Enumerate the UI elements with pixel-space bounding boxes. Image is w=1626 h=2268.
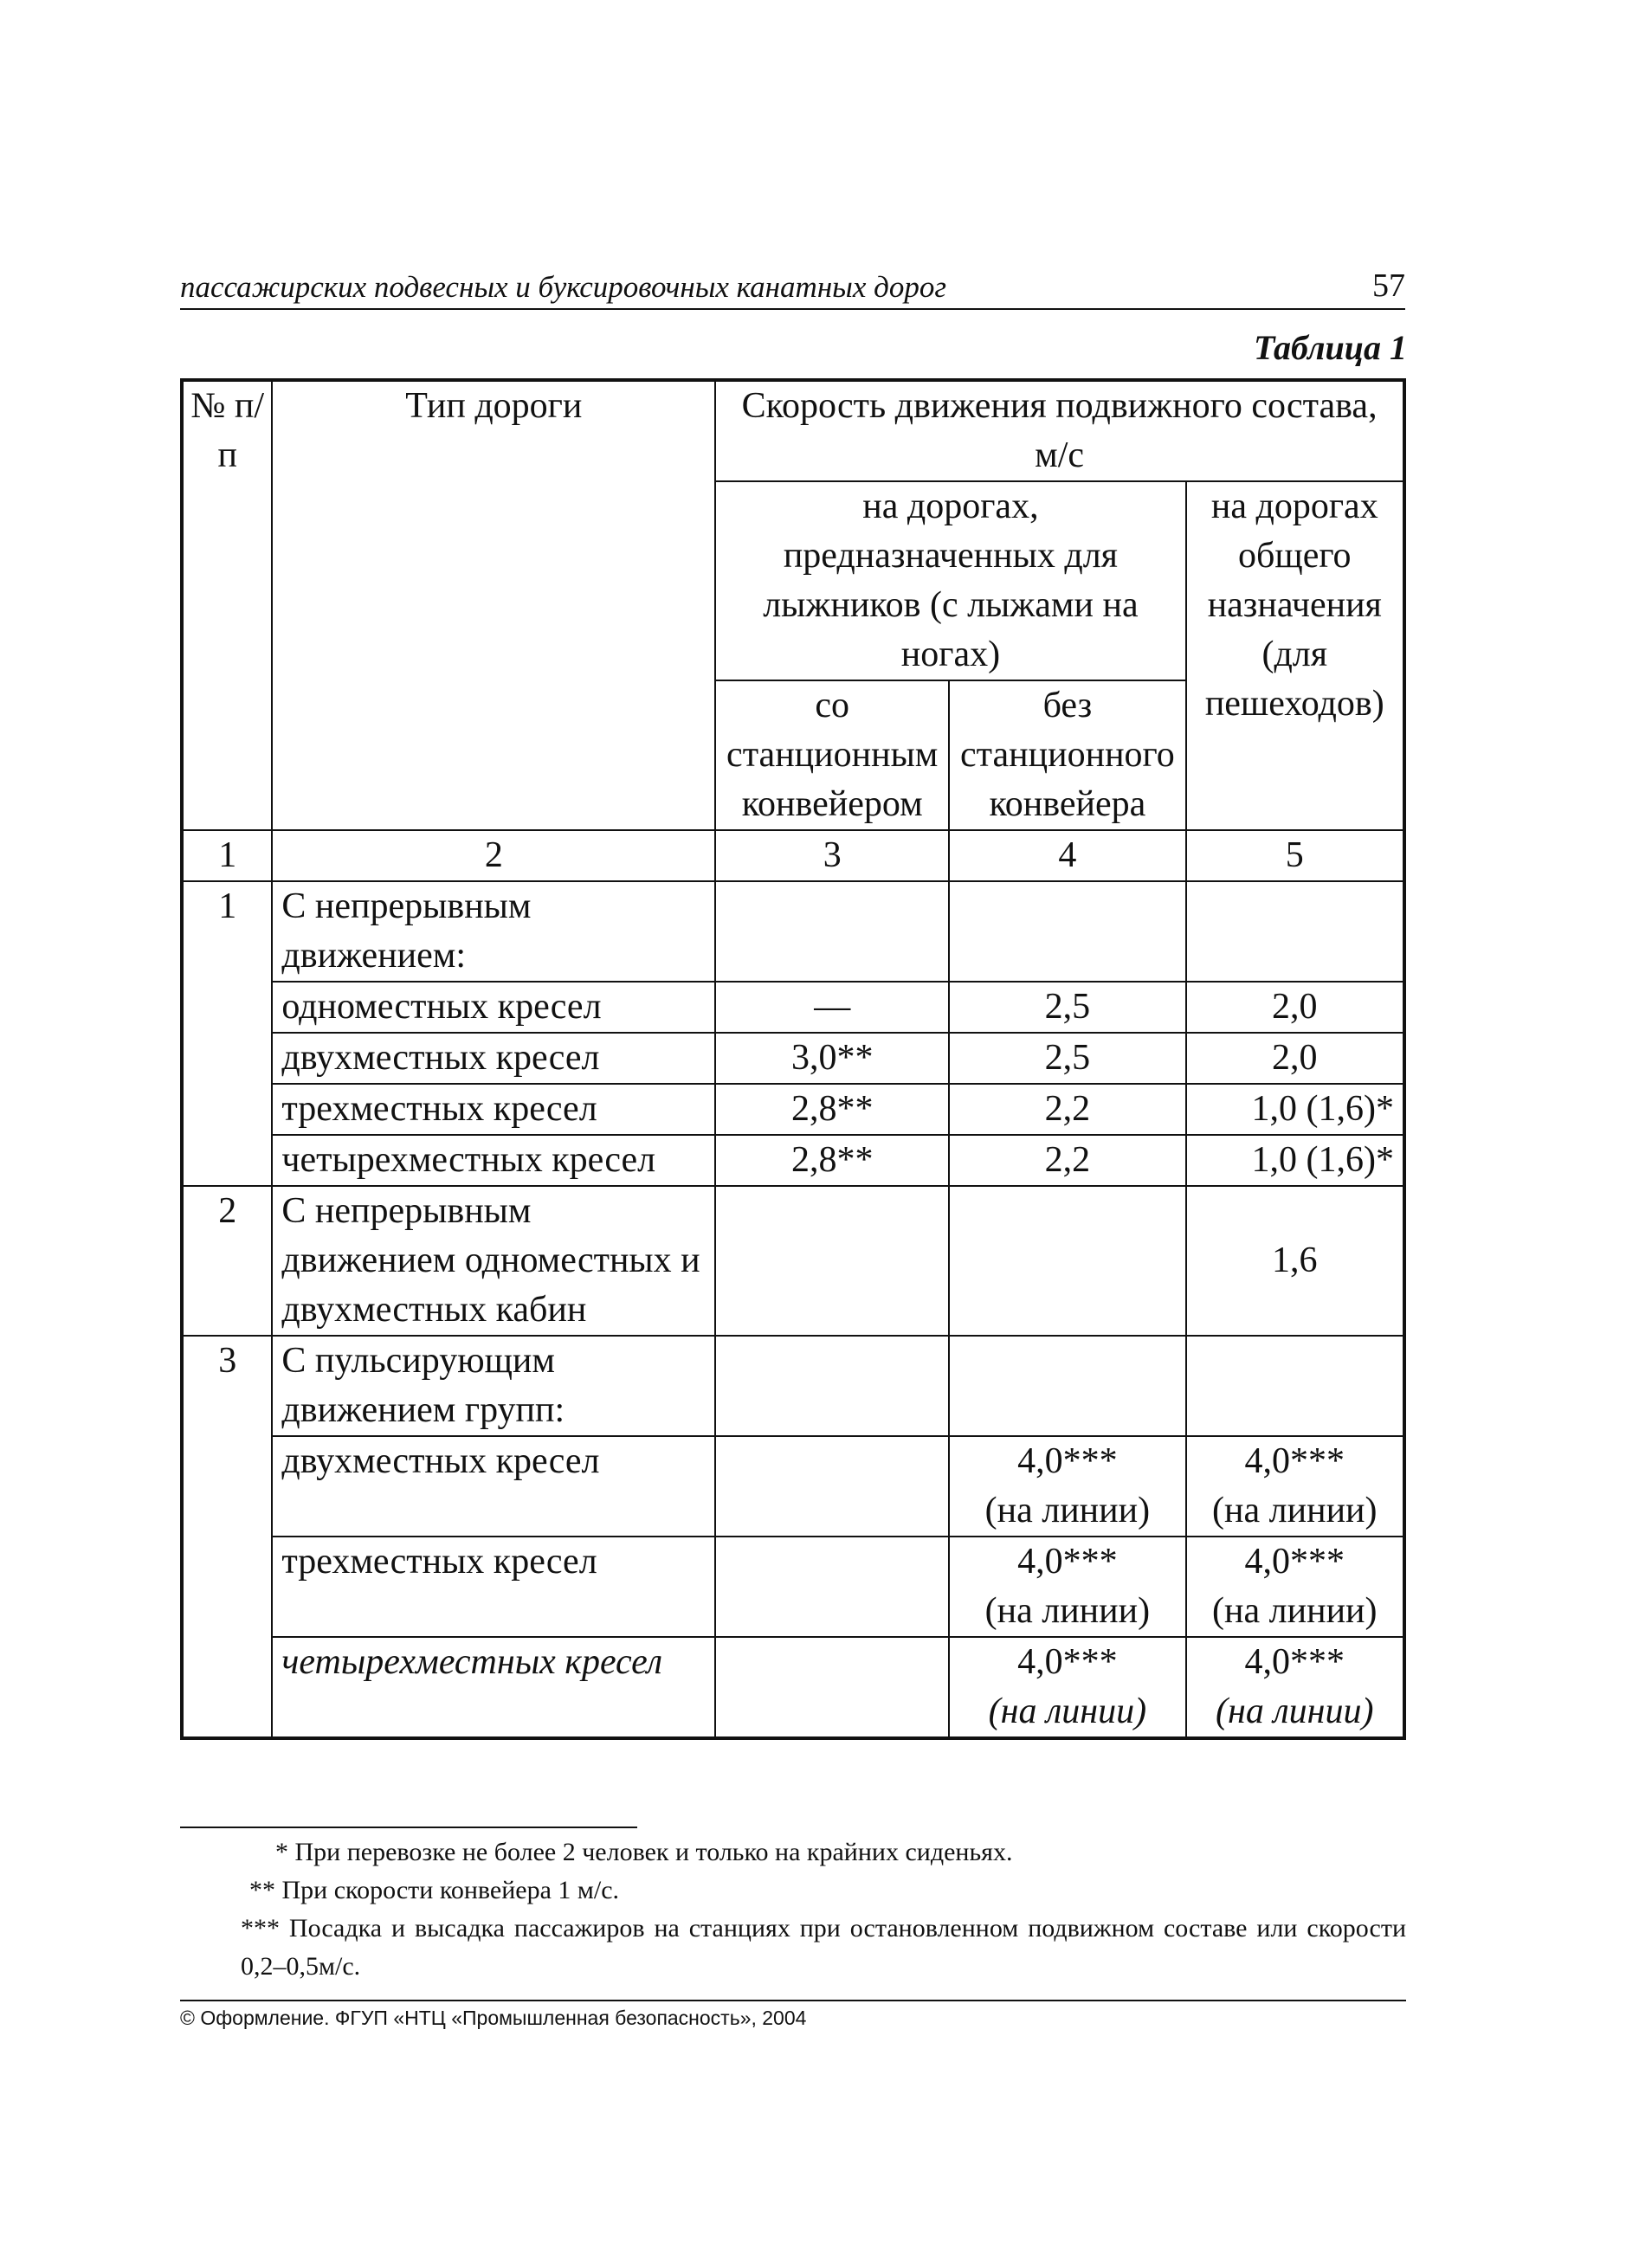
header-type: Тип дороги [272,380,715,830]
colnum-2: 2 [272,830,715,881]
speed-table [180,378,1406,1740]
header-general: на дорогах общего назначения (для пешеходов) [1186,481,1404,830]
row-c4: 2,5 [949,1033,1185,1084]
group-num: 2 [182,1186,272,1336]
table-row [182,1186,1404,1336]
colnum-5: 5 [1186,830,1404,881]
table-row [182,1336,1404,1436]
row-type: трехместных кресел [272,1084,715,1135]
row-type: четырехместных кресел [272,1637,715,1738]
row-c3: — [715,982,949,1033]
row-c3: 3,0** [715,1033,949,1084]
header-without-conveyor: без станционного конвейера [949,680,1185,830]
row-c5: 2,0 [1186,982,1404,1033]
group-num: 1 [182,881,272,1186]
row-c5: 1,0 (1,6)* [1186,1135,1404,1186]
copyright: © Оформление. ФГУП «НТЦ «Промышленная безопасность», 2004 [180,2007,807,2029]
table-row [182,1033,1404,1084]
row-c5: 2,0 [1186,1033,1404,1084]
footnote-divider [180,1827,637,1828]
row-c3: 2,8** [715,1135,949,1186]
header-num: № п/п [182,380,272,830]
colnum-4: 4 [949,830,1185,881]
row-c4: 4,0*** (на линии) [949,1436,1185,1537]
row-c4: 2,5 [949,982,1185,1033]
group-num: 3 [182,1336,272,1738]
bottom-divider [180,2000,1406,2001]
row-type: одноместных кресел [272,982,715,1033]
header-row-1 [182,380,1404,481]
colnum-1: 1 [182,830,272,881]
footnote-3: *** Посадка и высадка пассажиров на станциях при остановленном подвижном составе или скорости 0,2–0,5м/с. [241,1914,1406,1981]
group-title: С пульсирующим движением групп: [272,1336,715,1436]
row-c4: 4,0*** (на линии) [949,1637,1185,1738]
row-c4: 2,2 [949,1084,1185,1135]
row-type: двухместных кресел [272,1436,715,1537]
table-row [182,1084,1404,1135]
running-title: пассажирских подвесных и буксировочных канатных дорог [180,270,947,304]
header-skiers: на дорогах, предназначенных для лыжников (с лыжами на ногах) [715,481,1185,680]
header-with-conveyor: со станционным конвейером [715,680,949,830]
row-type: четырехместных кресел [272,1135,715,1186]
table-row [182,1436,1404,1537]
row-type: двухместных кресел [272,1033,715,1084]
row-c5: 4,0*** (на линии) [1186,1436,1404,1537]
row-c5: 4,0*** (на линии) [1186,1637,1404,1738]
table-row [182,1637,1404,1738]
footnotes [180,1833,1406,1986]
row-c3: 2,8** [715,1084,949,1135]
row-c5: 1,6 [1186,1186,1404,1336]
colnum-3: 3 [715,830,949,881]
page-number: 57 [1372,267,1405,304]
table-row [182,1135,1404,1186]
table-row [182,881,1404,982]
group-title: С непрерывным движением одноместных и двухместных кабин [272,1186,715,1336]
row-c5: 4,0*** (на линии) [1186,1537,1404,1637]
column-number-row [182,830,1404,881]
table-caption: Таблица 1 [1254,328,1407,367]
footnote-1: * При перевозке не более 2 человек и только на крайних сиденьях. [275,1838,1013,1866]
group-title: С непрерывным движением: [272,881,715,982]
header-speed: Скорость движения подвижного состава, м/с [715,380,1404,481]
row-type: трехместных кресел [272,1537,715,1637]
table-row [182,1537,1404,1637]
row-c5: 1,0 (1,6)* [1186,1084,1404,1135]
row-c4: 2,2 [949,1135,1185,1186]
row-c4: 4,0*** (на линии) [949,1537,1185,1637]
table-row [182,982,1404,1033]
footnote-2: ** При скорости конвейера 1 м/с. [249,1876,620,1904]
running-header [180,260,1405,310]
